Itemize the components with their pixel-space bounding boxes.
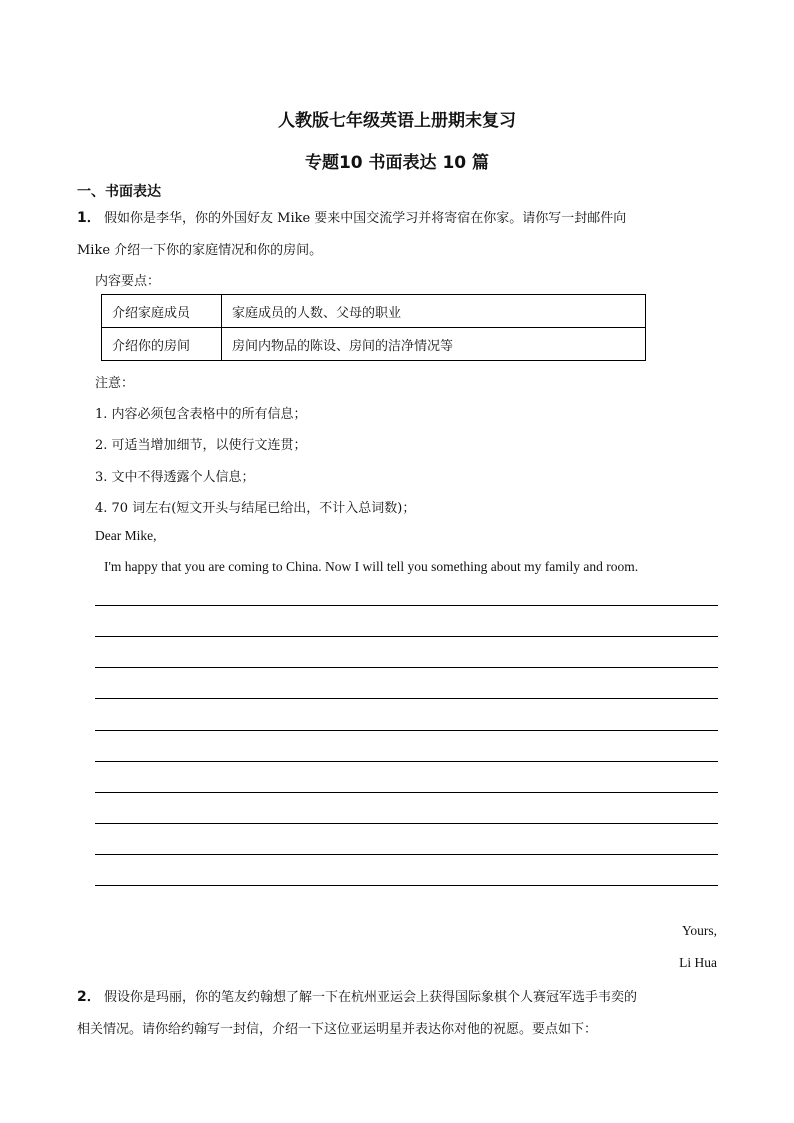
table-cell-detail: 家庭成员的人数、父母的职业 — [222, 295, 646, 328]
table-cell-detail: 房间内物品的陈设、房间的洁净情况等 — [222, 328, 646, 361]
section-heading: 一、书面表达 — [77, 184, 161, 200]
note-item: 4. 70 词左右(短文开头与结尾已给出，不计入总词数)； — [95, 501, 416, 516]
content-points-label: 内容要点： — [95, 274, 161, 289]
answer-line — [95, 885, 718, 886]
question-1-number: 1． — [77, 210, 101, 226]
question-1-prompt-line-1: 假如你是李华，你的外国好友 Mike 要来中国交流学习并将寄宿在你家。请你写一封邮件向 — [104, 211, 627, 226]
answer-line — [95, 730, 718, 731]
document-title: 人教版七年级英语上册期末复习 — [278, 111, 516, 131]
question-2-number: 2． — [77, 989, 101, 1005]
answer-line — [95, 667, 718, 668]
question-2-prompt-line-1: 假设你是玛丽，你的笔友约翰想了解一下在杭州亚运会上获得国际象棋个人赛冠军选手韦奕的 — [104, 990, 638, 1005]
letter-opening: I'm happy that you are coming to China. Now I will tell you something about my family and room. — [104, 559, 639, 574]
table-row — [102, 328, 646, 361]
question-1-prompt-line-2: Mike 介绍一下你的家庭情况和你的房间。 — [77, 243, 323, 258]
answer-line — [95, 761, 718, 762]
letter-closing: Yours, — [681, 923, 717, 938]
answer-line — [95, 605, 718, 606]
answer-line — [95, 792, 718, 793]
notes-label: 注意： — [95, 376, 135, 391]
answer-line — [95, 823, 718, 824]
answer-line — [95, 636, 718, 637]
table-row — [102, 295, 646, 328]
table-cell-item: 介绍家庭成员 — [102, 295, 222, 328]
answer-line — [95, 698, 718, 699]
letter-signature: Li Hua — [679, 955, 717, 970]
document-subtitle: 专题10 书面表达 10 篇 — [304, 153, 490, 173]
letter-greeting: Dear Mike, — [95, 528, 157, 543]
note-item: 2. 可适当增加细节，以使行文连贯； — [95, 438, 307, 453]
table-cell-item: 介绍你的房间 — [102, 328, 222, 361]
question-2-prompt-line-2: 相关情况。请你给约翰写一封信，介绍一下这位亚运明星并表达你对他的祝愿。要点如下： — [77, 1022, 598, 1037]
content-points-table — [101, 294, 646, 361]
note-item: 3. 文中不得透露个人信息； — [95, 470, 255, 485]
answer-line — [95, 854, 718, 855]
note-item: 1. 内容必须包含表格中的所有信息； — [95, 407, 307, 422]
